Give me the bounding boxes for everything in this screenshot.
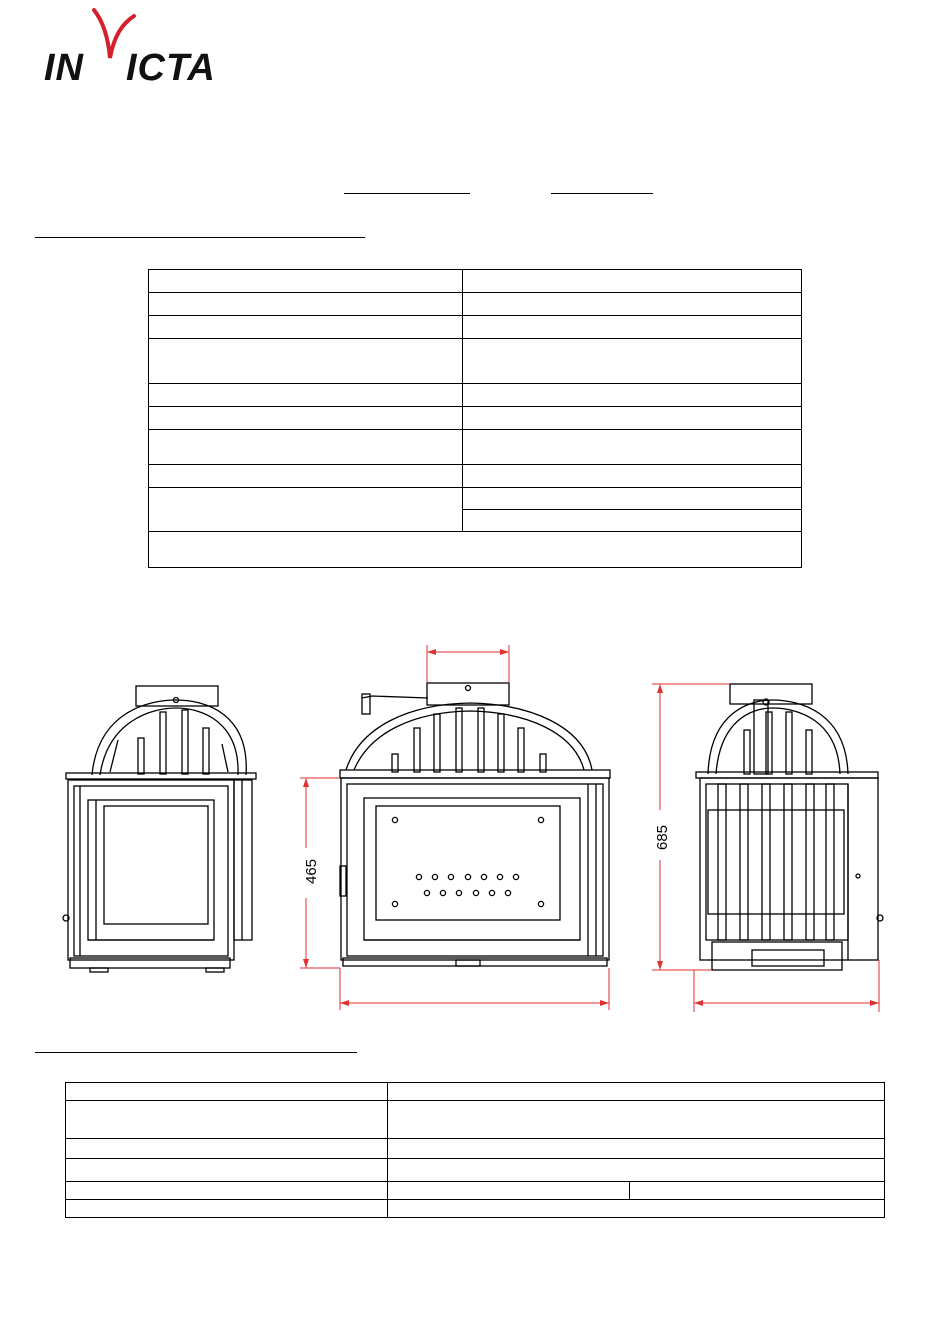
right-view — [696, 684, 883, 970]
front-view — [340, 683, 610, 966]
table-row — [66, 1200, 885, 1218]
dimension-side-height: 685 — [654, 824, 671, 850]
svg-text:ICTA: ICTA — [126, 47, 216, 86]
table-row — [66, 1182, 885, 1200]
left-view — [63, 686, 256, 972]
table-row — [66, 1159, 885, 1182]
table-row — [66, 1101, 885, 1139]
section-rule-dimensions — [35, 1052, 357, 1053]
table-row — [66, 1083, 885, 1101]
svg-text:IN: IN — [44, 47, 84, 86]
spec-table-2 — [65, 1082, 885, 1218]
table-row — [66, 1139, 885, 1159]
dimension-front-height: 465 — [303, 858, 320, 884]
